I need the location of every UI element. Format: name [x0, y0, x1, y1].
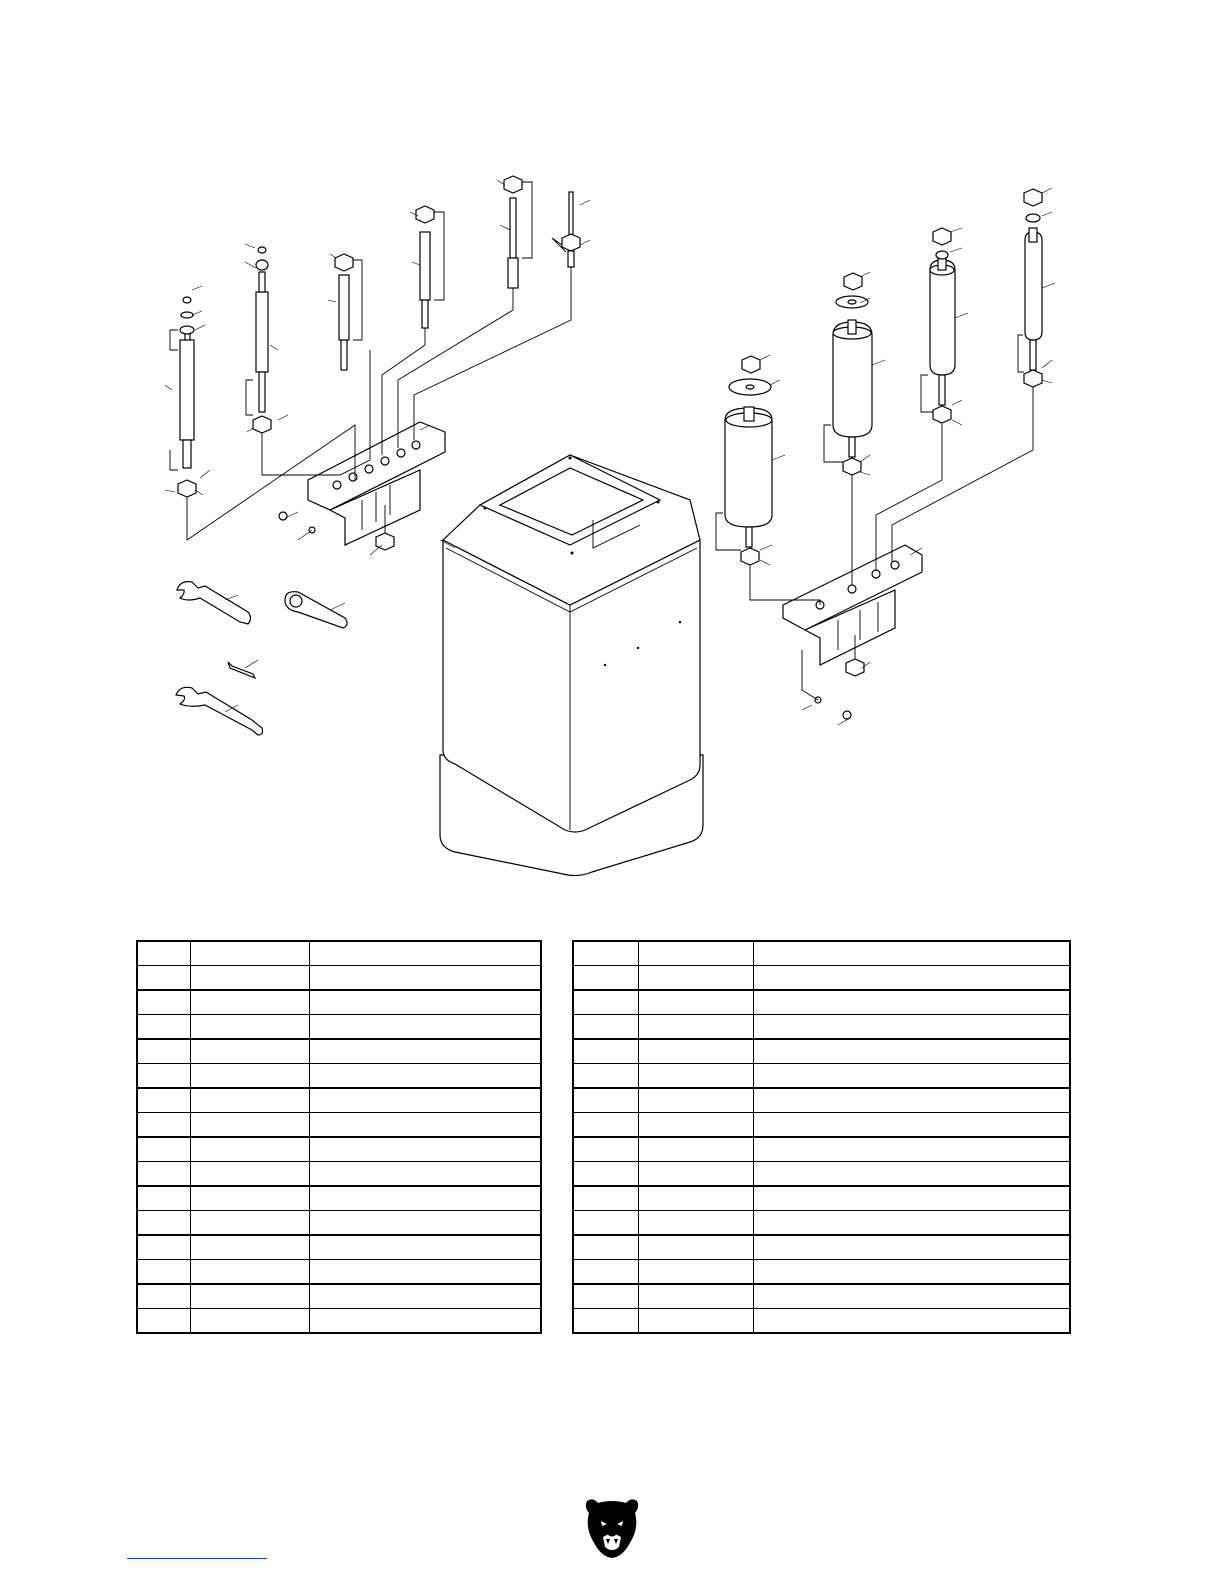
open-end-wrench-icon: [177, 582, 251, 624]
table-row: [137, 1284, 541, 1309]
table-row: [573, 1260, 1070, 1285]
table-row: [137, 966, 541, 991]
open-end-wrench-icon: [176, 687, 263, 735]
table-row: [137, 1162, 541, 1187]
spanner-wrench-icon: [285, 592, 347, 628]
table-row: [573, 1162, 1070, 1187]
table-row: [573, 990, 1070, 1015]
left-bracket-icon: [308, 422, 445, 545]
roller-shaft-icon: [246, 247, 370, 475]
table-row: [137, 1260, 541, 1285]
cabinet-stand-icon: [440, 455, 703, 876]
table-row: [137, 941, 541, 966]
table-row: [573, 1284, 1070, 1309]
right-bracket-icon: [783, 545, 922, 665]
parts-table-left: [136, 940, 542, 1334]
table-row: [573, 1113, 1070, 1138]
table-row: [137, 1309, 541, 1334]
table-row: [137, 1211, 541, 1236]
table-row: [137, 990, 541, 1015]
table-row: [137, 1113, 541, 1138]
table-row: [573, 1039, 1070, 1064]
drum-sleeve-icon: [876, 228, 955, 570]
footer-link[interactable]: [127, 1556, 267, 1559]
roller-shaft-icon: [335, 254, 362, 370]
drum-sleeve-icon: [716, 356, 820, 605]
table-row: [573, 1015, 1070, 1040]
table-row: [137, 1015, 541, 1040]
table-row: [573, 1088, 1070, 1113]
table-row: [573, 1211, 1070, 1236]
parts-table-right: [572, 940, 1071, 1334]
table-row: [137, 1039, 541, 1064]
table-row: [573, 1309, 1070, 1334]
roller-shaft-icon: [414, 192, 580, 440]
table-row: [137, 1088, 541, 1113]
drum-sleeve-icon: [824, 273, 872, 585]
table-row: [137, 1235, 541, 1260]
roller-shaft-icon: [382, 206, 444, 455]
table-row: [573, 1235, 1070, 1260]
table-row: [573, 1137, 1070, 1162]
table-row: [137, 1064, 541, 1089]
table-row: [137, 1137, 541, 1162]
drum-sleeve-icon: [892, 189, 1042, 562]
table-row: [573, 1186, 1070, 1211]
table-row: [573, 1064, 1070, 1089]
table-row: [573, 966, 1070, 991]
table-row: [137, 1186, 541, 1211]
table-row: [573, 941, 1070, 966]
bear-head-logo-icon: [583, 1497, 641, 1559]
